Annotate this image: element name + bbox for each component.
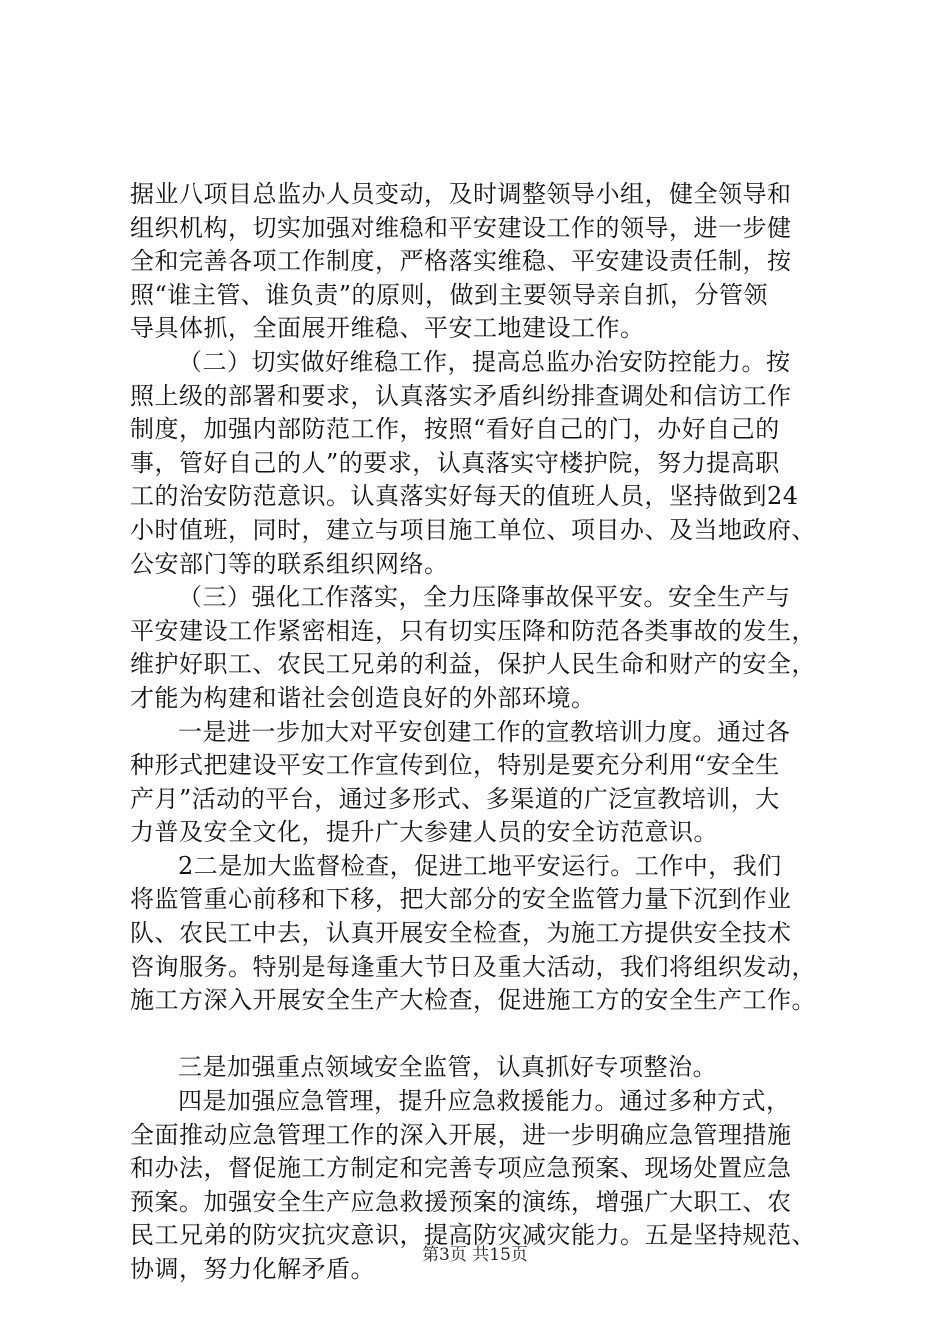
blank-line — [130, 1018, 835, 1052]
text-line: 小时值班，同时，建立与项目施工单位、项目办、及当地政府、 — [130, 515, 816, 544]
text-line: 照上级的部署和要求，认真落实矛盾纠纷排查调处和信访工作 — [130, 381, 792, 410]
text-line: 种形式把建设平安工作宣传到位，特别是要充分利用“安全生 — [130, 751, 780, 780]
page-footer: 第3页 共15页 — [422, 1245, 528, 1265]
text-line: 预案。加强安全生产应急救援预案的演练，增强广大职工、农 — [130, 1187, 792, 1216]
text-line: 力普及安全文化，提升广大参建人员的安全访范意识。 — [130, 818, 718, 847]
text-line: （三）强化工作落实，全力压降事故保平安。安全生产与 — [178, 583, 791, 612]
text-line: 咨询服务。特别是每逢重大节日及重大活动，我们将组织发动， — [130, 952, 816, 981]
text-line: 和办法，督促施工方制定和完善专项应急预案、现场处置应急 — [130, 1154, 792, 1183]
text-line: 公安部门等的联系组织网络。 — [130, 549, 449, 578]
text-line: 制度，加强内部防范工作，按照“看好自己的门，办好自己的 — [130, 415, 780, 444]
text-line: 四是加强应急管理，提升应急救援能力。通过多种方式， — [178, 1087, 791, 1116]
text-line: （二）切实做好维稳工作，提高总监办治安防控能力。按 — [178, 347, 791, 376]
text-line: 维护好职工、农民工兄弟的利益，保护人民生命和财产的安全， — [130, 650, 816, 679]
text-line: 全面推动应急管理工作的深入开展，进一步明确应急管理措施 — [130, 1120, 792, 1149]
text-line: 队、农民工中去，认真开展安全检查，为施工方提供安全技术 — [130, 919, 792, 948]
text-line: 2二是加大监督检查，促进工地平安运行。工作中，我们 — [178, 851, 782, 880]
text-line: 施工方深入开展安全生产大检查，促进施工方的安全生产工作。 — [130, 986, 816, 1015]
text-line: 据业八项目总监办人员变动，及时调整领导小组，健全领导和 — [130, 180, 792, 208]
text-line: 才能为构建和谐社会创造良好的外部环境。 — [130, 683, 596, 712]
text-line: 协调，努力化解矛盾。 — [130, 1255, 375, 1283]
text-line: 一是进一步加大对平安创建工作的宣教培训力度。通过各 — [178, 717, 791, 746]
text-line: 民工兄弟的防灾抗灾意识，提高防灾减灾能力。五是坚持规范、 — [130, 1221, 816, 1250]
text-line: 平安建设工作紧密相连，只有切实压降和防范各类事故的发生， — [130, 616, 816, 645]
text-line: 将监管重心前移和下移，把大部分的安全监管力量下沉到作业 — [130, 885, 792, 914]
text-line: 照“谁主管、谁负责”的原则，做到主要领导亲自抓，分管领 — [130, 280, 769, 309]
text-line: 全和完善各项工作制度，严格落实维稳、平安建设责任制，按 — [130, 247, 792, 276]
text-line: 导具体抓，全面展开维稳、平安工地建设工作。 — [130, 314, 645, 343]
text-line: 工的治安防范意识。认真落实好每天的值班人员，坚持做到24 — [130, 482, 799, 511]
body-text — [130, 178, 835, 1287]
text-line: 三是加强重点领域安全监管，认真抓好专项整治。 — [178, 1053, 717, 1082]
text-line: 组织机构，切实加强对维稳和平安建设工作的领导，进一步健 — [130, 213, 792, 242]
text-line: 事，管好自己的人”的要求，认真落实守楼护院，努力提高职 — [130, 448, 780, 477]
text-line: 产月”活动的平台，通过多形式、多渠道的广泛宣教培训，大 — [130, 784, 780, 813]
